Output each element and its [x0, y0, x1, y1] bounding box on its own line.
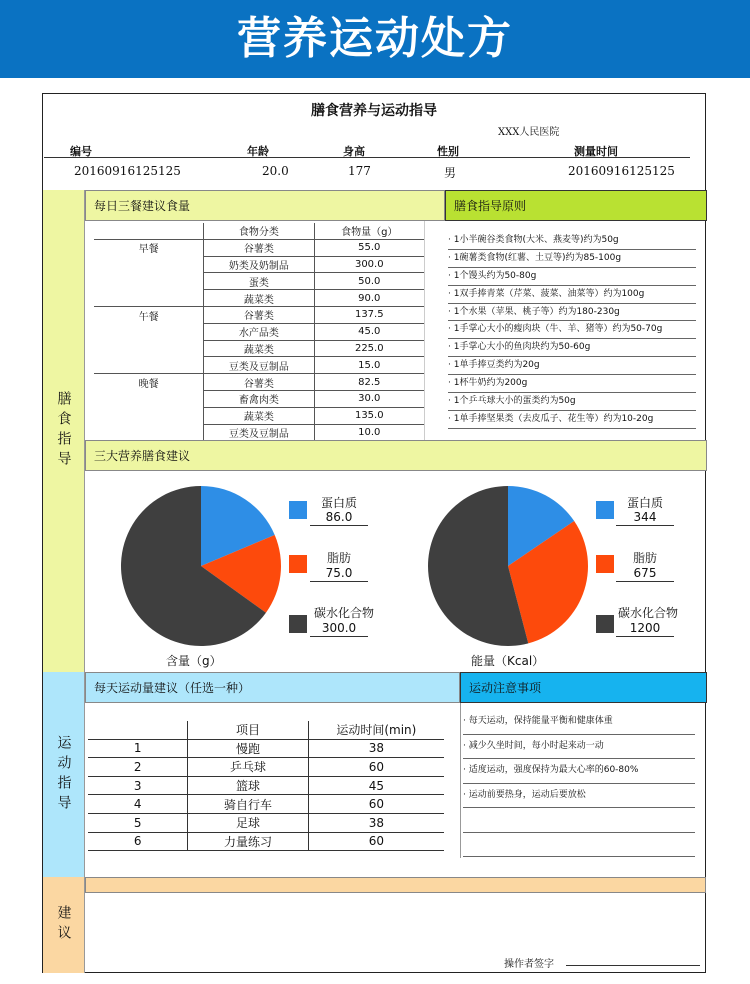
principle-item: · 1个水果（苹果、桃子等）约为180-230g [448, 304, 696, 322]
legend-label-fat-2: 脂肪 [632, 551, 657, 565]
meal-col-meal [94, 223, 204, 239]
principle-item: · 1个馒头约为50-80g [448, 268, 696, 286]
meal-table-row [94, 390, 424, 407]
sport-table-row [88, 813, 444, 832]
meal-cell-amount: 135.0 [314, 407, 424, 424]
meal-cell-meal: 午餐 [94, 306, 204, 323]
meal-cell-amount: 225.0 [314, 340, 424, 357]
sport-cell-no: 3 [88, 776, 188, 795]
sport-table-row [88, 758, 444, 777]
sport-col-minutes: 运动时间(min) [308, 721, 444, 739]
meal-cell-amount: 55.0 [314, 239, 424, 256]
meal-cell-meal [94, 390, 204, 407]
patient-age: 20.0 [262, 164, 289, 178]
section-notice-title: 运动注意事项 [460, 672, 707, 703]
measure-time: 20160916125125 [568, 164, 675, 178]
meal-table-row [94, 290, 424, 307]
meal-cell-amount: 90.0 [314, 290, 424, 307]
principle-item: · 1小半碗谷类食物(大米、燕麦等)约为50g [448, 232, 696, 250]
sport-cell-item: 乒乓球 [188, 758, 308, 777]
meal-cell-food: 豆类及豆制品 [204, 357, 314, 374]
principle-item: · 1手掌心大小的鱼肉块约为50-60g [448, 339, 696, 357]
legend-label-protein-2: 蛋白质 [626, 496, 663, 510]
meal-cell-food: 蔬菜类 [204, 340, 314, 357]
sport-cell-minutes: 60 [308, 795, 444, 814]
meal-cell-amount: 45.0 [314, 323, 424, 340]
meal-table-row [94, 407, 424, 424]
principle-list [448, 232, 696, 447]
sport-notice-divider [460, 703, 461, 858]
sport-table-row [88, 832, 444, 851]
meal-cell-meal [94, 407, 204, 424]
meal-cell-amount: 82.5 [314, 374, 424, 391]
meal-cell-meal [94, 256, 204, 273]
section-sport-title: 每天运动量建议（任选一种） [85, 672, 460, 703]
meal-col-amount: 食物量（g） [314, 223, 424, 239]
sport-cell-minutes: 60 [308, 758, 444, 777]
principle-item: · 1单手捧坚果类（去皮瓜子、花生等）约为10-20g [448, 411, 696, 429]
sport-cell-no: 4 [88, 795, 188, 814]
meal-table-row [94, 357, 424, 374]
meal-table-row [94, 256, 424, 273]
meal-cell-meal [94, 290, 204, 307]
principle-item: · 1双手捧青菜（芹菜、菠菜、油菜等）约为100g [448, 286, 696, 304]
sport-col-item: 项目 [188, 721, 308, 739]
notice-item [463, 808, 695, 833]
principle-item: · 1个乒乓球大小的蛋类约为50g [448, 393, 696, 411]
patient-gender: 男 [444, 166, 457, 180]
legend-label-protein-1: 蛋白质 [320, 496, 357, 510]
notice-item [463, 833, 695, 858]
meal-cell-meal [94, 357, 204, 374]
section-meal-title: 每日三餐建议食量 [85, 190, 445, 221]
meal-cell-meal [94, 273, 204, 290]
meal-cell-food: 水产品类 [204, 323, 314, 340]
legend-label-carb-2: 碳水化合物 [617, 606, 678, 620]
sport-cell-no: 2 [88, 758, 188, 777]
meal-cell-amount: 300.0 [314, 256, 424, 273]
header-gender: 性别 [437, 145, 459, 158]
pie-caption-content: 含量（g） [166, 654, 222, 668]
legend-value-protein-1: 86.0 [310, 510, 368, 526]
header-height: 身高 [343, 145, 365, 158]
meal-cell-food: 蔬菜类 [204, 407, 314, 424]
meal-table-row [94, 239, 424, 256]
banner-title: 营养运动处方 [237, 13, 513, 64]
sport-cell-item: 足球 [188, 813, 308, 832]
section-macro-title: 三大营养膳食建议 [85, 440, 707, 471]
sport-cell-no: 5 [88, 813, 188, 832]
header-divider [44, 157, 690, 158]
legend-value-carb-2: 1200 [616, 621, 674, 637]
meal-cell-food: 豆类及豆制品 [204, 424, 314, 441]
notice-item: · 运动前要热身，运动后要放松 [463, 784, 695, 809]
meal-cell-food: 奶类及奶制品 [204, 256, 314, 273]
sport-cell-minutes: 45 [308, 776, 444, 795]
notice-list [463, 710, 695, 857]
sport-cell-item: 篮球 [188, 776, 308, 795]
meal-table-row [94, 323, 424, 340]
meal-principle-divider [424, 221, 425, 440]
meal-cell-food: 蔬菜类 [204, 290, 314, 307]
meal-cell-amount: 50.0 [314, 273, 424, 290]
sport-table-row [88, 739, 444, 758]
sport-cell-minutes: 38 [308, 813, 444, 832]
meal-cell-food: 谷薯类 [204, 239, 314, 256]
patient-height: 177 [348, 164, 371, 178]
sport-table [88, 721, 444, 851]
sport-table-header [88, 721, 444, 739]
notice-item: · 减少久坐时间，每小时起来动一动 [463, 735, 695, 760]
principle-item: · 1杯牛奶约为200g [448, 375, 696, 393]
meal-table-row [94, 374, 424, 391]
meal-table-row [94, 306, 424, 323]
sport-cell-item: 骑自行车 [188, 795, 308, 814]
patient-id: 20160916125125 [74, 164, 181, 178]
meal-cell-meal [94, 323, 204, 340]
pie-caption-energy: 能量（Kcal） [471, 654, 545, 668]
meal-table-row [94, 273, 424, 290]
meal-cell-amount: 15.0 [314, 357, 424, 374]
hospital-name: XXX人民医院 [498, 127, 560, 138]
meal-cell-meal: 早餐 [94, 239, 204, 256]
meal-table-row [94, 340, 424, 357]
sport-table-row [88, 795, 444, 814]
header-id: 编号 [70, 145, 92, 158]
signature-label: 操作者签字 [504, 959, 554, 970]
meal-cell-food: 畜禽肉类 [204, 390, 314, 407]
side-label-sport: 运动指导 [43, 672, 85, 877]
meal-cell-amount: 30.0 [314, 390, 424, 407]
header-age: 年龄 [247, 145, 269, 158]
meal-cell-meal: 晚餐 [94, 374, 204, 391]
principle-item: · 1单手捧豆类约为20g [448, 357, 696, 375]
meal-cell-food: 蛋类 [204, 273, 314, 290]
section-principle-title: 膳食指导原则 [445, 190, 707, 221]
legend-value-fat-2: 675 [616, 566, 674, 582]
header-time: 测量时间 [574, 145, 618, 158]
pie-chart-content [120, 485, 282, 647]
sport-cell-item: 力量练习 [188, 832, 308, 851]
meal-col-food: 食物分类 [204, 223, 314, 239]
legend-label-fat-1: 脂肪 [326, 551, 351, 565]
principle-item: · 1手掌心大小的瘦肉块（牛、羊、猪等）约为50-70g [448, 321, 696, 339]
notice-item: · 适度运动，强度保持为最大心率的60-80% [463, 759, 695, 784]
sport-cell-no: 1 [88, 739, 188, 758]
meal-cell-food: 谷薯类 [204, 374, 314, 391]
sport-cell-minutes: 38 [308, 739, 444, 758]
sport-cell-item: 慢跑 [188, 739, 308, 758]
legend-value-fat-1: 75.0 [310, 566, 368, 582]
side-label-advice: 建议 [43, 877, 85, 973]
meal-table-header [94, 223, 424, 239]
sport-cell-no: 6 [88, 832, 188, 851]
legend-value-carb-1: 300.0 [310, 621, 368, 637]
meal-cell-meal [94, 340, 204, 357]
meal-cell-amount: 137.5 [314, 306, 424, 323]
meal-cell-meal [94, 424, 204, 441]
pie-chart-energy [427, 485, 589, 647]
sport-cell-minutes: 60 [308, 832, 444, 851]
meal-cell-food: 谷薯类 [204, 306, 314, 323]
notice-item: · 每天运动，保持能量平衡和健康体重 [463, 710, 695, 735]
section-advice-bar [85, 877, 706, 893]
meal-cell-amount: 10.0 [314, 424, 424, 441]
legend-label-carb-1: 碳水化合物 [313, 606, 374, 620]
sport-table-row [88, 776, 444, 795]
document-title: 膳食营养与运动指导 [311, 103, 437, 119]
legend-value-protein-2: 344 [616, 510, 674, 526]
meal-table-row [94, 424, 424, 441]
principle-item: · 1碗薯类食物(红薯、土豆等)约为85-100g [448, 250, 696, 268]
side-label-diet: 膳食指导 [43, 190, 85, 672]
sport-col-no [88, 721, 188, 739]
meal-table [94, 223, 424, 441]
signature-line[interactable] [566, 965, 700, 966]
